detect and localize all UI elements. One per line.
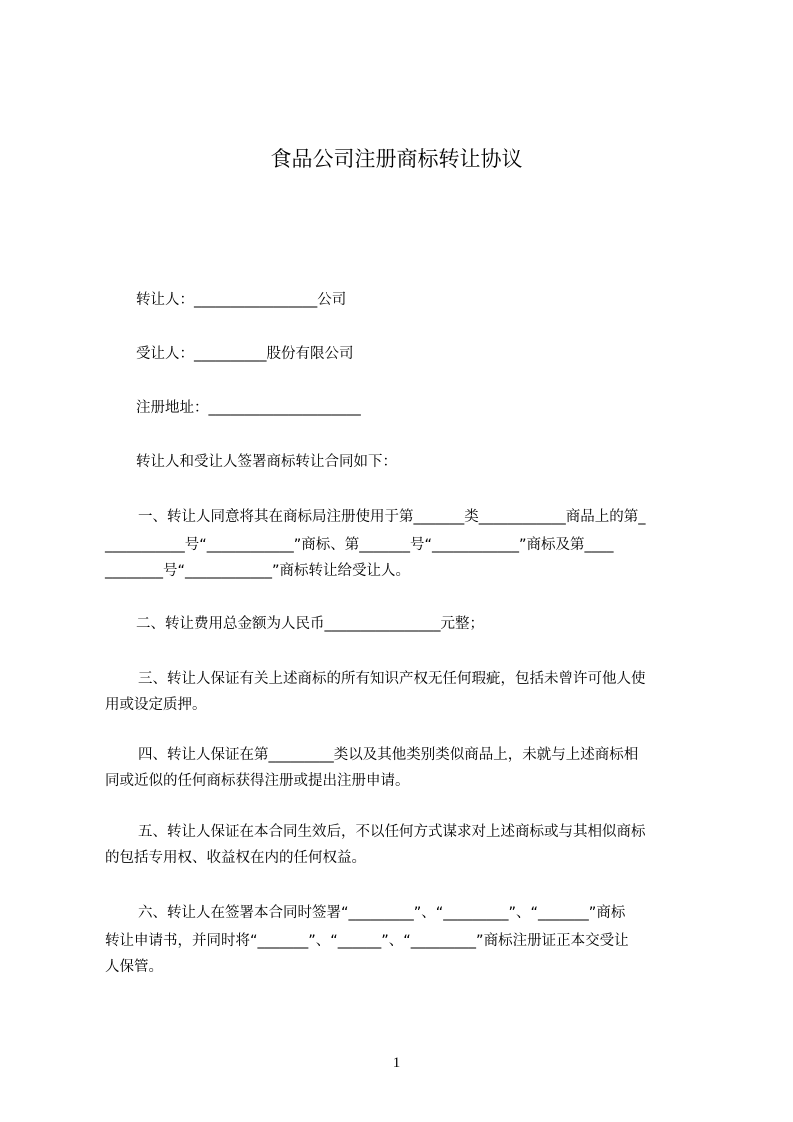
transferee-line: 受让人：__________股份有限公司 — [136, 346, 354, 362]
clause-line: ___________号“____________”商标、第_______号“____________”商标及第____ — [105, 537, 614, 553]
clause-line: 用或设定质押。 — [105, 697, 207, 713]
intro-line: 转让人和受让人签署商标转让合同如下： — [136, 454, 397, 470]
clause-line: ________号“____________”商标转让给受让人。 — [105, 563, 411, 579]
clause-line: 三、转让人保证有关上述商标的所有知识产权无任何瑕疵，包括未曾许可他人使 — [138, 671, 646, 687]
clause-line: 的包括专用权、收益权在内的任何权益。 — [105, 850, 366, 866]
clause-line: 六、转让人在签署本合同时签署“_________”、“_________”、“_______”商标 — [138, 905, 626, 921]
transferor-line: 转让人：_________________公司 — [136, 292, 347, 308]
document-title: 食品公司注册商标转让协议 — [270, 147, 523, 171]
clause-line: 一、转让人同意将其在商标局注册使用于第_______类____________商品上的第_ — [138, 509, 646, 525]
clause-line: 五、转让人保证在本合同生效后，不以任何方式谋求对上述商标或与其相似商标 — [138, 824, 646, 840]
clause-line: 二、转让费用总金额为人民币________________元整； — [136, 616, 484, 632]
clause-line: 四、转让人保证在第_________类以及其他类别类似商品上，未就与上述商标相 — [138, 747, 639, 763]
clause-line: 同或近似的任何商标获得注册或提出注册申请。 — [105, 773, 410, 789]
address-line: 注册地址：_____________________ — [136, 400, 361, 416]
clause-line: 人保管。 — [105, 959, 163, 975]
clause-line: 转让申请书，并同时将“_______”、“______”、“_________”商标注册证正本交受让 — [105, 933, 629, 949]
page-number: 1 — [392, 1055, 401, 1071]
